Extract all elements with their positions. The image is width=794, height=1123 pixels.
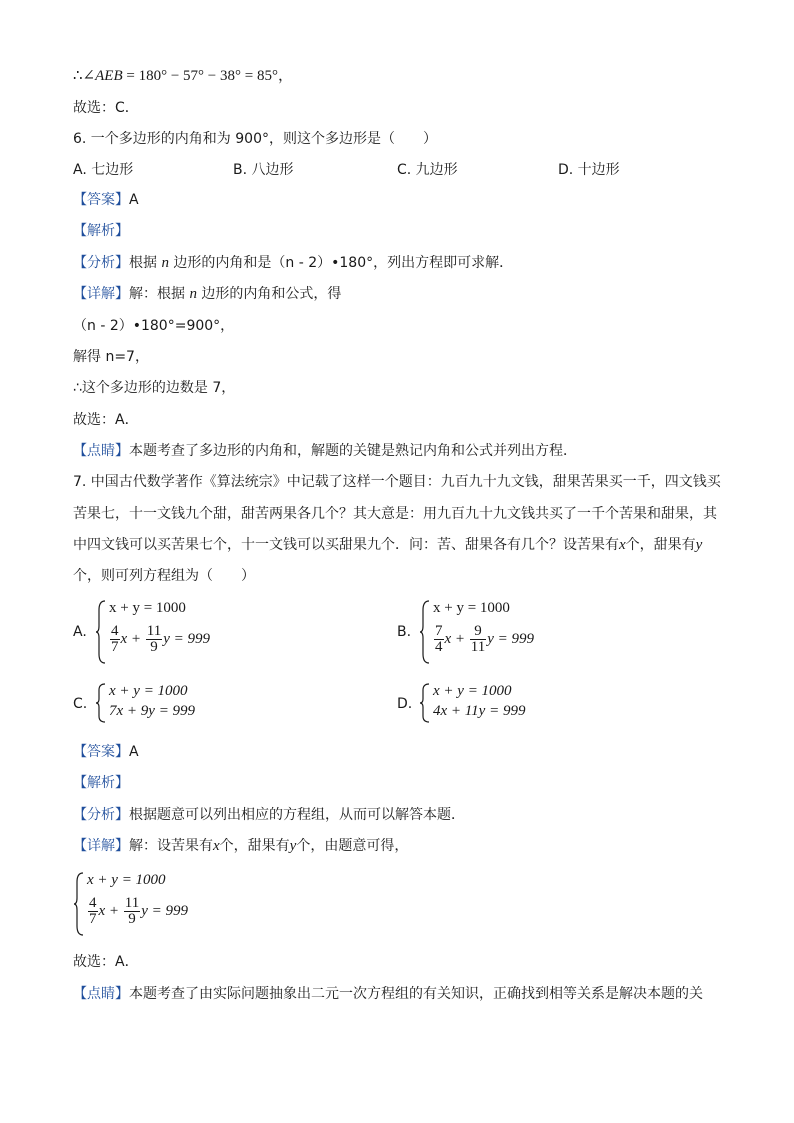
q6-option-b: B. 八边形: [233, 162, 294, 178]
q7-analysis: 【分析】根据题意可以列出相应的方程组，从而可以解答本题．: [73, 807, 465, 823]
q7-option-b-label: B.: [397, 624, 412, 640]
equation-2: $\frac{4}{7}$ x + $\frac{11}{9}$ y = 999: [89, 895, 189, 927]
q6-answer: 【答案】A: [73, 192, 139, 208]
brace-icon: [73, 872, 85, 936]
q6-option-c: C. 九边形: [397, 162, 458, 178]
q7-option-a-label: A.: [73, 624, 87, 640]
equation-1: x + y = 1000: [433, 683, 512, 699]
equation-1: x + y = 1000: [109, 600, 186, 616]
q7-option-a-system: [95, 600, 225, 664]
question-7-line-2: 苦果七，十一文钱九个甜，甜苦两果各几个？其大意是：用九百九十九文钱共买了一千个苦果和甜果，其: [73, 506, 717, 522]
q6-analysis: 【分析】根据 n 边形的内角和是（n - 2）•180°，列出方程即可求解．: [73, 255, 514, 271]
equation-1: x + y = 1000: [87, 872, 166, 888]
equation-1: x + y = 1000: [433, 600, 510, 616]
equation-2: 4x + 11y = 999: [433, 703, 526, 719]
text-line-choose-c: 故选：C．: [73, 100, 139, 116]
equation-1: x + y = 1000: [109, 683, 188, 699]
q6-detail: 【详解】解：根据 n 边形的内角和公式，得: [73, 286, 342, 302]
q7-option-d-label: D.: [397, 696, 413, 712]
q6-option-d: D. 十边形: [558, 162, 620, 178]
q7-answer: 【答案】A: [73, 744, 139, 760]
brace-icon: [419, 683, 431, 723]
equation-2: $\frac{7}{4}$ x + $\frac{9}{11}$ y = 999: [435, 623, 535, 655]
q6-jiexi-heading: 【解析】: [73, 223, 129, 239]
q6-equation: （n - 2）•180°=900°，: [73, 318, 235, 334]
q7-detail-system: [73, 872, 203, 936]
q6-option-a: A. 七边形: [73, 162, 134, 178]
text-line-angle: ∴∠AEB = 180° − 57° − 38° = 85°，: [73, 68, 293, 84]
question-6: 6. 一个多边形的内角和为 900°，则这个多边形是（ ）: [73, 131, 437, 147]
q7-commentary: 【点睛】本题考查了由实际问题抽象出二元一次方程组的有关知识，正确找到相等关系是解决本题的关: [73, 986, 703, 1002]
q6-commentary: 【点睛】本题考查了多边形的内角和，解题的关键是熟记内角和公式并列出方程．: [73, 443, 577, 459]
question-7-line-4: 个，则可列方程组为（ ）: [73, 568, 255, 584]
equation-2: $\frac{4}{7}$ x + $\frac{11}{9}$ y = 999: [111, 623, 211, 655]
q7-option-d-system: [419, 683, 549, 721]
brace-icon: [95, 683, 107, 723]
q6-choose: 故选：A．: [73, 412, 139, 428]
q7-option-c-label: C.: [73, 696, 88, 712]
q7-detail: 【详解】解：设苦果有x个，甜果有y个，由题意可得，: [73, 838, 409, 854]
q7-jiexi-heading: 【解析】: [73, 775, 129, 791]
question-7-line-3: 中四文钱可以买苦果七个，十一文钱可以买甜果九个．问：苦、甜果各有几个？设苦果有x个，甜果有y: [73, 537, 703, 553]
question-7-line-1: 7. 中国古代数学著作《算法统宗》中记载了这样一个题目：九百九十九文钱，甜果苦果买一千，四文钱买: [73, 474, 721, 490]
q6-therefore: ∴这个多边形的边数是 7，: [73, 380, 236, 396]
equation-2: 7x + 9y = 999: [109, 703, 196, 719]
q7-option-b-system: [419, 600, 549, 664]
brace-icon: [95, 600, 107, 664]
q7-choose: 故选：A．: [73, 954, 139, 970]
q6-solution: 解得 n=7，: [73, 349, 149, 365]
q7-option-c-system: [95, 683, 215, 721]
brace-icon: [419, 600, 431, 664]
